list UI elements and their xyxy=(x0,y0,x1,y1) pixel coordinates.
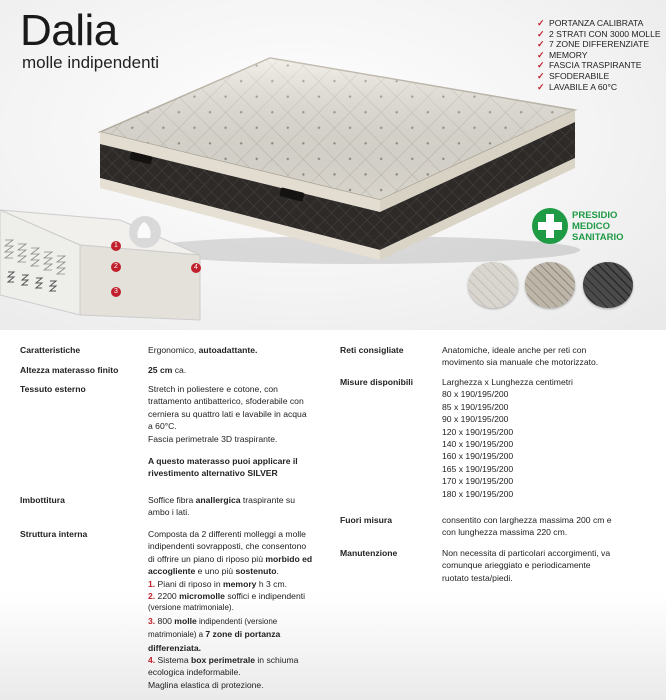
feature-item: ✓ SFODERABILE xyxy=(537,70,610,81)
cutaway-marker-2: 2 xyxy=(111,262,121,272)
spec-label-fuori-misura: Fuori misura xyxy=(340,515,393,525)
product-hero xyxy=(0,0,666,330)
check-icon: ✓ xyxy=(537,39,545,50)
feature-item: ✓ MEMORY xyxy=(537,49,588,60)
spec-value-manutenzione: Non necessita di particolari accorgimenti, va comunque arieggiato e periodicamente ruotato testa/piedi. xyxy=(442,548,611,583)
spec-value-struttura: Composta da 2 differenti molleggi a molle indipendenti sovrapposti, che consentono di offrire un piano di riposo più morbido ed accogliente e uno più sostenuto. 1. Piani di riposo in memory h 3 cm. 2. 2200 micromolle soffici e indipendenti (versione matrimoniale). 3. 800 molle indipendenti (versione matrimoniale) a 7 zone di portanza differenziata. 4. Sistema box perimetrale in schiuma ecologica indeformabile. Maglina elastica di protezione. xyxy=(148,529,313,690)
fabric-swatch-dark xyxy=(583,262,633,308)
check-icon: ✓ xyxy=(537,60,545,71)
check-icon: ✓ xyxy=(537,18,545,28)
size-item: 80 x 190/195/200 xyxy=(442,389,509,400)
check-icon: ✓ xyxy=(537,28,545,39)
spec-label-misure: Misure disponibili xyxy=(340,377,414,387)
feature-item: ✓ LAVABILE A 60°C xyxy=(537,81,618,92)
product-title: Dalia xyxy=(20,6,118,55)
feature-item: ✓ 2 STRATI CON 3000 MOLLE xyxy=(537,28,661,39)
spec-value-altezza: 25 cm ca. xyxy=(148,365,187,375)
size-item: 140 x 190/195/200 xyxy=(442,439,514,450)
spec-value-misure: Larghezza x Lunghezza centimetri 80 x 190/195/200 85 x 190/195/200 90 x 190/195/200 120 x 190/195/200 140 x 190/195/200 160 x 190/195/200 165 x 190/195/200 170 x 190/195/200 180 x 190/195/200 xyxy=(442,376,642,500)
check-icon: ✓ xyxy=(537,70,545,81)
spec-label-reti: Reti consigliate xyxy=(340,345,404,355)
size-item: 165 x 190/195/200 xyxy=(442,463,514,474)
fabric-swatch-3d xyxy=(525,262,575,308)
check-icon: ✓ xyxy=(537,81,545,92)
cutaway-marker-4: 4 xyxy=(191,263,201,273)
presidio-medico-badge xyxy=(532,208,662,248)
spec-value-tessuto: Stretch in poliestere e cotone, con trattamento antibatterico, sfoderabile con cerniera su quattro lati e lavabile in acqua a 60°C. Fascia perimetrale 3D traspirante. A questo materasso puoi applicare il rivestimento alternativo SILVER xyxy=(148,384,307,479)
spec-label-caratteristiche: Caratteristiche xyxy=(20,345,81,355)
footer-background xyxy=(0,592,666,700)
spec-label-struttura: Struttura interna xyxy=(20,529,88,539)
spec-label-manutenzione: Manutenzione xyxy=(340,548,398,558)
size-item: 160 x 190/195/200 xyxy=(442,451,514,462)
cutaway-marker-3: 3 xyxy=(111,287,121,297)
cutaway-image xyxy=(0,200,210,330)
cutaway-marker-1: 1 xyxy=(111,241,121,251)
product-subtitle: molle indipendenti xyxy=(22,53,160,72)
size-item: 180 x 190/195/200 xyxy=(442,488,514,499)
feature-item: ✓ 7 ZONE DIFFERENZIATE xyxy=(537,39,650,50)
spec-value-caratteristiche: Ergonomico, autoadattante. xyxy=(148,345,258,355)
check-icon: ✓ xyxy=(537,49,545,60)
spec-label-altezza: Altezza materasso finito xyxy=(20,365,119,375)
feature-item: ✓ PORTANZA CALIBRATA xyxy=(537,18,644,28)
spec-label-imbottitura: Imbottitura xyxy=(20,495,65,505)
spec-value-reti: Anatomiche, ideale anche per reti con movimento sia manuale che motorizzato. xyxy=(442,345,599,368)
feature-item: ✓ FASCIA TRASPIRANTE xyxy=(537,60,642,71)
spec-value-imbottitura: Soffice fibra anallergica traspirante su ambo i lati. xyxy=(148,495,295,518)
size-item: 170 x 190/195/200 xyxy=(442,476,514,487)
size-item: 90 x 190/195/200 xyxy=(442,414,509,425)
fabric-swatch-quilt xyxy=(468,262,518,308)
spec-value-fuori-misura: consentito con larghezza massima 200 cm e con lunghezza massima 220 cm. xyxy=(442,515,612,538)
presidio-text: PRESIDIO MEDICO SANITARIO xyxy=(572,210,624,243)
size-item: 120 x 190/195/200 xyxy=(442,426,514,437)
size-item: 85 x 190/195/200 xyxy=(442,401,509,412)
medical-cross-icon xyxy=(532,208,568,244)
spec-label-tessuto: Tessuto esterno xyxy=(20,384,86,394)
